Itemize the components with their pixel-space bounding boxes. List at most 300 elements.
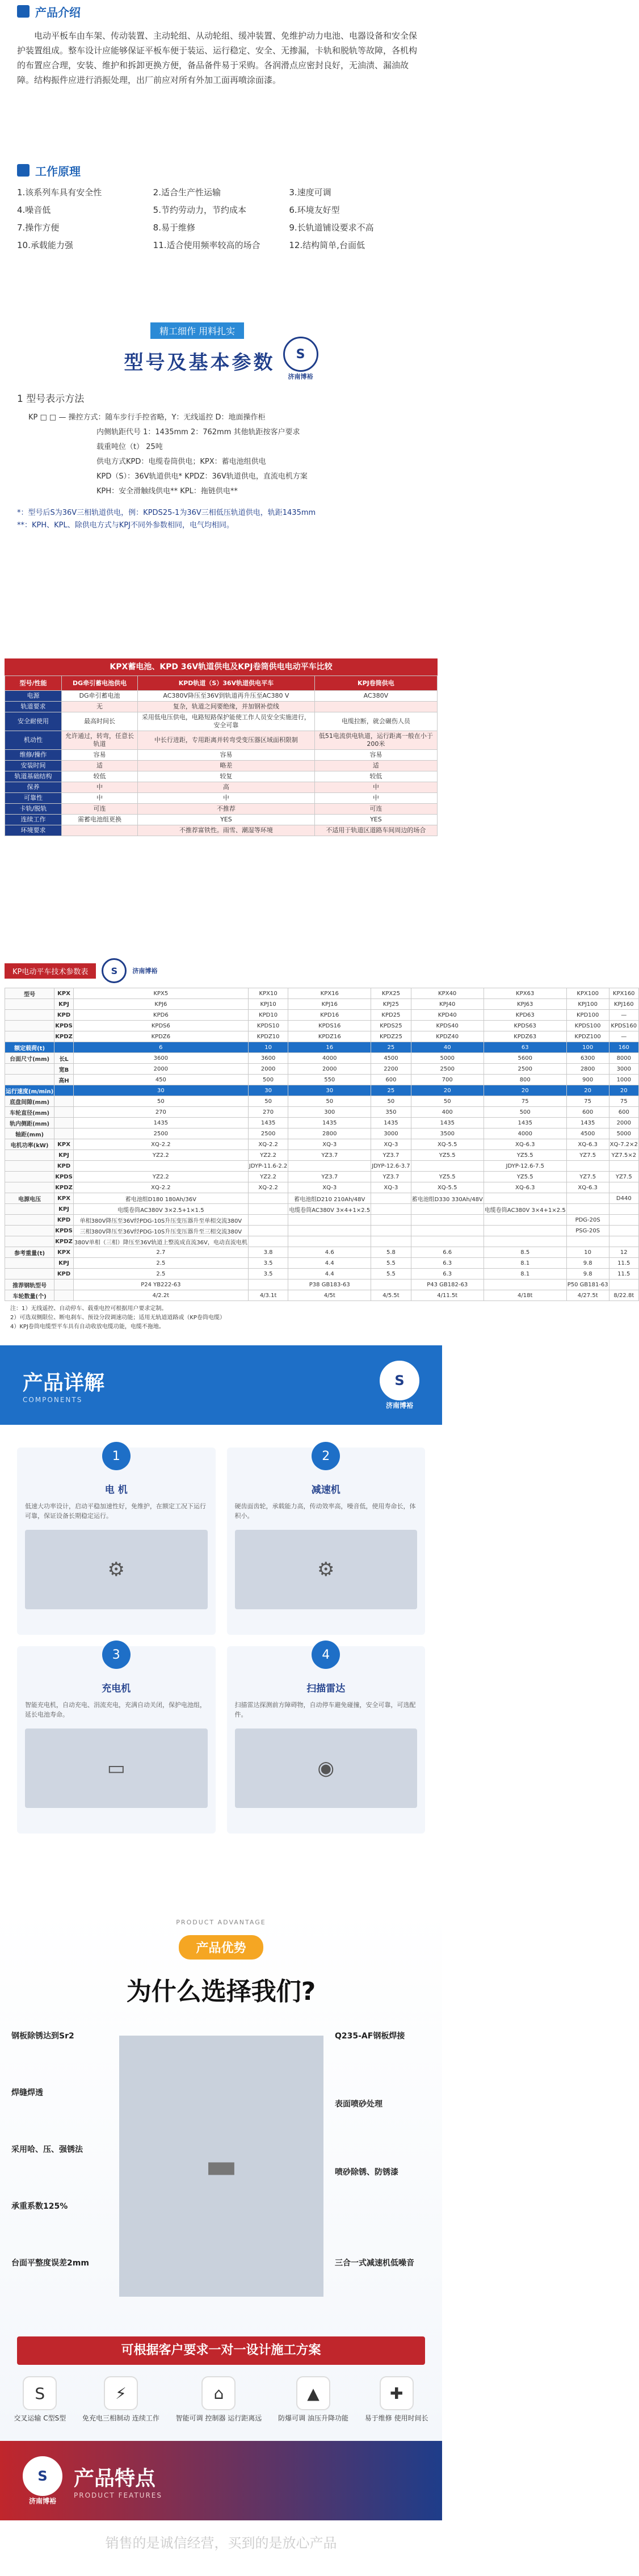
kp-cell: 型号 [5, 988, 54, 999]
kp-cell: 4.4 [288, 1269, 371, 1279]
kp-cell: KPJ [54, 1258, 74, 1269]
kp-cell: 6300 [566, 1053, 609, 1064]
advantage-pill: 产品优势 [179, 1935, 263, 1960]
kp-cell: KPDS63 [484, 1021, 566, 1031]
kp-cell: KPDS10 [248, 1021, 288, 1031]
kp-cell: KPD63 [484, 1010, 566, 1021]
kp-cell: 8.1 [484, 1269, 566, 1279]
kp-cell: YZ5.5 [411, 1172, 484, 1182]
kp-cell: 100 [566, 1042, 609, 1053]
compare-cell: 机动性 [5, 731, 62, 750]
principle-list [17, 186, 425, 251]
compare-cell: 适 [314, 761, 437, 771]
compare-cell: 适 [62, 761, 138, 771]
kp-cell: KPDZ25 [371, 1031, 411, 1042]
type-line: KP □ □ — 操控方式：随车步行手控省略，Y：无线遥控 D：地面操作柜 [28, 413, 266, 422]
kp-cell: 8/22.8t [609, 1290, 638, 1301]
kp-cell: KPDZ10 [248, 1031, 288, 1042]
compare-cell: DG牵引蓄电池 [62, 691, 138, 702]
kp-cell: 参考重量(t) [5, 1247, 54, 1258]
kp-cell: XQ-6.3 [484, 1182, 566, 1193]
kp-cell: 6.3 [411, 1258, 484, 1269]
kp-cell [484, 1279, 566, 1290]
kp-cell [5, 1021, 54, 1031]
adv-icon-item [82, 2376, 159, 2423]
principle-item: 10.承载能力强 [17, 240, 73, 250]
reducer-image-icon: ⚙ [235, 1530, 418, 1609]
kp-cell: KPDZ16 [288, 1031, 371, 1042]
kp-cell: 75 [566, 1096, 609, 1107]
wrench-icon: ✚ [380, 2376, 414, 2410]
kp-cell: KPDS100 [566, 1021, 609, 1031]
type-subhead: 1 型号表示方法 [17, 393, 85, 405]
bar-icon [17, 164, 30, 177]
kp-cell: KPJ100 [566, 999, 609, 1010]
kp-cell: 4/3.1t [248, 1290, 288, 1301]
kp-cell [248, 1236, 288, 1247]
kp-cell: 40 [411, 1042, 484, 1053]
kp-cell: XQ-3 [371, 1182, 411, 1193]
kp-cell [5, 1204, 54, 1215]
advantage-header [0, 1907, 442, 2007]
table-row [5, 1279, 639, 1290]
table-row [5, 1064, 639, 1075]
table-row [5, 1021, 639, 1031]
card-title: 充电机 [102, 1683, 131, 1694]
type-note: **：KPH、KPL、除供电方式与KPJ不同外参数相同，电气均相同。 [17, 521, 234, 530]
number-badge: 2 [312, 1442, 340, 1470]
table-row [5, 702, 438, 712]
kp-cell: YZ3.7 [371, 1150, 411, 1161]
motor-image-icon: ⚙ [25, 1530, 208, 1609]
table-row [5, 712, 438, 731]
principle-item: 12.结构简单,台面低 [289, 240, 365, 250]
kp-table [5, 988, 639, 1301]
kp-cell: XQ-6.3 [566, 1139, 609, 1150]
kp-cell: KPDS16 [288, 1021, 371, 1031]
kp-cell: 11.5 [609, 1269, 638, 1279]
logo-caption: 济南博裕 [288, 373, 313, 380]
kp-cell: 2000 [248, 1064, 288, 1075]
kp-cell: 高H [54, 1075, 74, 1085]
features-title: 产品特点 [74, 2466, 156, 2490]
adv-label: Q235-AF钢板焊接 [335, 2032, 405, 2041]
kp-cell: 1435 [411, 1118, 484, 1128]
kp-cell: KPDS25 [371, 1021, 411, 1031]
table-row [5, 1204, 639, 1215]
kp-cell: KPDZ6 [73, 1031, 248, 1042]
kp-cell: 蓄电池组D180 180Ah/36V [73, 1193, 248, 1204]
table-row [5, 1182, 639, 1193]
compare-cell: 容易 [314, 750, 437, 761]
kp-cell [5, 1215, 54, 1226]
detail-header [0, 1345, 442, 1425]
kp-cell: 单相380V降压至36V经PDG-10S升压变压器升至单相交流380V [73, 1215, 248, 1226]
compare-cell: YES [138, 815, 315, 825]
kp-cell: 4000 [288, 1053, 371, 1064]
table-row [5, 731, 438, 750]
kp-cell: KPDZ [54, 1182, 74, 1193]
kp-cell [248, 1226, 288, 1236]
compare-cell: 低51电流供电轨道，运行距离一般在小于200米 [314, 731, 437, 750]
compare-cell: 维修/操作 [5, 750, 62, 761]
charger-image-icon: ▭ [25, 1728, 208, 1808]
kp-cell: 900 [566, 1075, 609, 1085]
advantage-icons [0, 2365, 442, 2434]
kp-cell: KPDZ [54, 1236, 74, 1247]
kp-cell: YZ2.2 [73, 1150, 248, 1161]
kp-cell [54, 1042, 74, 1053]
kp-cell: P43 GB182-63 [411, 1279, 484, 1290]
kp-cell [54, 1107, 74, 1118]
kp-cell: 4/2.2t [73, 1290, 248, 1301]
kp-cell: 270 [248, 1107, 288, 1118]
kp-cell [5, 1226, 54, 1236]
kp-cell: KPD [54, 1010, 74, 1021]
kp-cell: 宽B [54, 1064, 74, 1075]
kp-cell: 16 [288, 1042, 371, 1053]
kp-cell: KPDS160 [609, 1021, 638, 1031]
adv-icon-text: 防爆可调 油压升降功能 [278, 2414, 348, 2422]
kp-cell: 160 [609, 1042, 638, 1053]
compare-cell: 保养 [5, 782, 62, 793]
kp-cell: 4500 [371, 1053, 411, 1064]
kp-cell [5, 1258, 54, 1269]
kp-cell: KPX16 [288, 988, 371, 999]
kp-cell: KPD16 [288, 1010, 371, 1021]
detail-section [0, 1345, 442, 1907]
kp-cell: KPDZ [54, 1031, 74, 1042]
kp-cell: 550 [288, 1075, 371, 1085]
kp-cell: JDYP-12.6-3.7 [371, 1161, 411, 1172]
compare-cell: 高 [138, 782, 315, 793]
kp-cell [73, 1161, 248, 1172]
kp-cell: 2800 [566, 1064, 609, 1075]
detail-card-charger [17, 1646, 216, 1834]
kp-cell [484, 1226, 566, 1236]
type-line: 供电方式KPD：电缆卷筒供电；KPX：蓄电池组供电 [96, 458, 266, 466]
kp-cell [484, 1215, 566, 1226]
kp-cell: 4/27.5t [566, 1290, 609, 1301]
kp-cell: 6.3 [411, 1269, 484, 1279]
kp-cell: 450 [73, 1075, 248, 1085]
compare-cell: 可靠性 [5, 793, 62, 804]
table-row [5, 988, 639, 999]
kp-cell [288, 1215, 371, 1226]
advantage-en: PRODUCT ADVANTAGE [176, 1919, 266, 1926]
kp-cell: 2.5 [73, 1269, 248, 1279]
adv-label: 焊缝焊透 [11, 2088, 43, 2097]
compare-cell: 较低 [314, 771, 437, 782]
kp-cell: 20 [566, 1085, 609, 1096]
kp-note: 注：1）无线遥控、自动停车、载重电控可根据用户要求定制。 [10, 1306, 167, 1312]
kp-cell: 600 [371, 1075, 411, 1085]
kp-cell: 三相380V降压至36V经PDG-10S升压变压器升至三相交流380V [73, 1226, 248, 1236]
brand-logo [283, 337, 318, 381]
kp-cell [566, 1236, 609, 1247]
kp-cell: KPJ6 [73, 999, 248, 1010]
kp-cell: XQ-2.2 [248, 1139, 288, 1150]
kp-cell: YZ5.5 [411, 1150, 484, 1161]
compare-cell [314, 702, 437, 712]
kp-cell: 8.1 [484, 1258, 566, 1269]
table-row [5, 1215, 639, 1226]
compare-cell: 不适用于轨道区道路车间周边的场合 [314, 825, 437, 836]
table-row [5, 1139, 639, 1150]
principle-item: 5.节约劳动力，节约成本 [153, 205, 246, 215]
kp-cell: KPDS [54, 1226, 74, 1236]
kp-cell: 2.7 [73, 1247, 248, 1258]
kp-cell: 30 [73, 1085, 248, 1096]
kp-cell: 4/5t [288, 1290, 371, 1301]
compare-cell: 复杂，轨道之间要绝缘，并加钢补偿线 [138, 702, 315, 712]
kp-cell: KPX10 [248, 988, 288, 999]
kp-note: 4）KPJ卷筒电缆型平车具有自动收放电缆功能，电缆不拖地。 [10, 1324, 165, 1330]
kp-cell: KPX100 [566, 988, 609, 999]
compare-table [5, 676, 438, 836]
kp-cell: KPX160 [609, 988, 638, 999]
kp-cell: — [609, 1031, 638, 1042]
kp-cell: 75 [609, 1096, 638, 1107]
kp-cell: 350 [371, 1107, 411, 1118]
kp-cell [248, 1193, 288, 1204]
kp-cell [5, 1075, 54, 1085]
principle-item: 7.操作方便 [17, 223, 60, 233]
table-row [5, 1128, 639, 1139]
kp-cell: 12 [609, 1247, 638, 1258]
kp-header [5, 954, 438, 988]
kp-cell: 270 [73, 1107, 248, 1118]
detail-card-radar [227, 1646, 426, 1834]
kp-cell: KPX5 [73, 988, 248, 999]
type-note: *：型号后S为36V三相轨道供电，例：KPDS25-1为36V三相低压轨道供电，轨距1435mm [17, 509, 316, 517]
kp-cell: 4.6 [288, 1247, 371, 1258]
adv-icon-text: 交叉运输 C型S型 [14, 2414, 66, 2422]
kp-cell: KPJ40 [411, 999, 484, 1010]
kp-cell [54, 1290, 74, 1301]
kp-cell: 500 [484, 1107, 566, 1118]
table-row [5, 1096, 639, 1107]
kp-cell [411, 1161, 484, 1172]
kp-cell: KPJ160 [609, 999, 638, 1010]
kp-cell: — [609, 1010, 638, 1021]
kp-cell: 6 [73, 1042, 248, 1053]
kp-cell [5, 1161, 54, 1172]
kp-cell: 4/11.5t [411, 1290, 484, 1301]
kp-cell: 500 [248, 1075, 288, 1085]
compare-cell: 连续工作 [5, 815, 62, 825]
kp-cell [566, 1193, 609, 1204]
kp-cell: 5000 [609, 1128, 638, 1139]
kp-cell: XQ-3 [288, 1182, 371, 1193]
kp-cell: 车轮直径(mm) [5, 1107, 54, 1118]
kp-cell: 300 [288, 1107, 371, 1118]
kp-cell: KPX [54, 1193, 74, 1204]
advantage-section [0, 1907, 442, 2441]
type-badge: 精工细作 用料扎实 [150, 322, 244, 339]
compare-cell: 轨道基础结构 [5, 771, 62, 782]
kp-cell [371, 1236, 411, 1247]
kp-cell: 底盘间隙(mm) [5, 1096, 54, 1107]
kp-cell [5, 1236, 54, 1247]
compare-cell [62, 825, 138, 836]
kp-cell: 4000 [484, 1128, 566, 1139]
kp-cell: 25 [371, 1085, 411, 1096]
logo-caption: 济南博裕 [132, 967, 158, 975]
kp-cell: KPJ25 [371, 999, 411, 1010]
kp-cell: 6.6 [411, 1247, 484, 1258]
kp-cell: 1435 [566, 1118, 609, 1128]
intro-text: 电动平板车由车架、传动装置、主动轮组、从动轮组、缓冲装置、免维护动力电池、电器设备和安全保护装置组成。整车设计应能够保证平板车便于装运、运行稳定、安全、无掺漏，卡轨和脱轨等故障，各机构的布置应合理，安装、维护和拆卸更换方便，备品备件易于采购。各润滑点应密封良好，无油渍、漏油故障。结构振件应进行消振处理，出厂前应对所有外加工面再喷涂面漆。 [17, 31, 418, 85]
type-line: KPD（S）：36V轨道供电* KPDZ：36V轨道供电，直流电机方案 [96, 472, 308, 481]
table-row [5, 1269, 639, 1279]
kp-cell: KPD100 [566, 1010, 609, 1021]
kp-cell [5, 1269, 54, 1279]
kp-cell: 25 [371, 1042, 411, 1053]
kp-cell: KPX25 [371, 988, 411, 999]
kp-cell: 11.5 [609, 1258, 638, 1269]
table-row [5, 771, 438, 782]
adv-icon-item [14, 2376, 66, 2423]
principle-title: 工作原理 [35, 164, 81, 178]
kp-cell: 1435 [371, 1118, 411, 1128]
kp-cell: 2500 [411, 1064, 484, 1075]
kp-cell [609, 1182, 638, 1193]
kp-cell: KPD [54, 1161, 74, 1172]
logo-icon: S [283, 337, 318, 372]
kp-cell [54, 1118, 74, 1128]
kp-cell: 800 [484, 1075, 566, 1085]
kp-cell: 10 [248, 1042, 288, 1053]
kp-cell: XQ-5.5 [411, 1182, 484, 1193]
kp-cell: KPJ [54, 1150, 74, 1161]
compare-cell: 中 [314, 793, 437, 804]
kp-cell: KPJ63 [484, 999, 566, 1010]
compare-cell: 安装时间 [5, 761, 62, 771]
adv-icon-item [176, 2376, 262, 2423]
card-title: 电 机 [104, 1484, 128, 1496]
kp-cell: XQ-2.2 [73, 1182, 248, 1193]
compare-cell: 略差 [138, 761, 315, 771]
kp-cell [5, 999, 54, 1010]
table-row [5, 691, 438, 702]
kp-cell: 台面尺寸(mm) [5, 1053, 54, 1064]
card-desc: 智能充电机，自动充电、涓流充电，充满自动关闭，保护电池组，延长电池寿命。 [25, 1701, 206, 1718]
type-code-block [17, 410, 425, 499]
kp-cell: KPX [54, 1247, 74, 1258]
kp-cell: XQ-6.3 [484, 1139, 566, 1150]
kp-cell: KPD10 [248, 1010, 288, 1021]
type-line: KPH：安全滑触线供电** KPL：拖链供电** [96, 487, 238, 496]
kp-note: 2）可选双侧限位、断电刹车、预设分段调速功能；适用无轨道道路或（KP卷筒电缆） [10, 1315, 225, 1321]
radar-image-icon: ◉ [235, 1728, 418, 1808]
intro-section [0, 0, 442, 153]
compare-cell: 不推荐富铁性。雨雪、潮湿等环境 [138, 825, 315, 836]
compare-cell: 容易 [138, 750, 315, 761]
kp-cell: KPX63 [484, 988, 566, 999]
table-row [5, 1010, 639, 1021]
compare-cell: 容易 [62, 750, 138, 761]
compare-cell: 卡轨/脱轨 [5, 804, 62, 815]
principle-item: 11.适合使用频率较高的场合 [153, 240, 260, 250]
advantage-body [0, 2019, 442, 2336]
compare-title: KPX蓄电池、KPD 36V轨道供电及KPJ卷筒供电电动平车比较 [5, 658, 438, 676]
kp-cell: YZ5.5 [484, 1150, 566, 1161]
kp-cell [609, 1204, 638, 1215]
kp-cell: 50 [288, 1096, 371, 1107]
number-badge: 3 [102, 1641, 131, 1669]
intro-header [17, 0, 425, 23]
kp-cell [5, 1172, 54, 1182]
kp-cell: YZ3.7 [288, 1150, 371, 1161]
kp-cell: 2000 [73, 1064, 248, 1075]
kp-cell [411, 1226, 484, 1236]
kp-section [0, 954, 638, 1345]
kp-cell: XQ-3 [371, 1139, 411, 1150]
kp-cell: 3600 [73, 1053, 248, 1064]
kp-cell [411, 1236, 484, 1247]
card-title: 减速机 [311, 1484, 340, 1496]
compare-cell: 中 [62, 793, 138, 804]
compare-header-cell: KPJ卷筒供电 [314, 676, 437, 691]
compare-cell: 无 [62, 702, 138, 712]
table-row [5, 1107, 639, 1118]
principle-item: 2.适合生产性运输 [153, 187, 221, 198]
kp-cell: YZ5.5 [484, 1172, 566, 1182]
kp-cell: XQ-2.2 [248, 1182, 288, 1193]
table-row [5, 782, 438, 793]
detail-card-motor [17, 1448, 216, 1635]
detail-card-reducer [227, 1448, 426, 1635]
intro-title: 产品介绍 [35, 5, 81, 19]
kp-cell: KPJ [54, 999, 74, 1010]
principle-item: 8.易于维修 [153, 223, 195, 233]
compare-cell: YES [314, 815, 437, 825]
kp-cell [54, 1128, 74, 1139]
compare-cell: 允许通过，转弯，任意长轨道 [62, 731, 138, 750]
kp-cell: P24 YB222-63 [73, 1279, 248, 1290]
kp-cell: JDYP-11.6-2.2 [248, 1161, 288, 1172]
compare-header-cell: 型号/性能 [5, 676, 62, 691]
kp-cell [371, 1204, 411, 1215]
kp-cell: 电机功率(kW) [5, 1139, 54, 1150]
kp-cell: YZ7.5 [609, 1172, 638, 1182]
bar-icon [17, 5, 30, 18]
table-row [5, 1193, 639, 1204]
number-badge: 4 [312, 1641, 340, 1669]
table-row [5, 1042, 639, 1053]
type-section [0, 318, 442, 658]
type-line: 载重吨位（t） 25吨 [96, 443, 163, 451]
type-notes [17, 507, 425, 532]
features-section [0, 2441, 442, 2576]
table-row [5, 1085, 639, 1096]
kp-cell: 9.8 [566, 1269, 609, 1279]
kp-cell: P50 GB181-63 [566, 1279, 609, 1290]
kp-cell: YZ7.5 [566, 1172, 609, 1182]
logo-caption: 济南博裕 [28, 2497, 56, 2505]
kp-cell: YZ2.2 [73, 1172, 248, 1182]
kp-cell: 长L [54, 1053, 74, 1064]
table-row [5, 804, 438, 815]
kp-cell: XQ-5.5 [411, 1139, 484, 1150]
kp-cell: 5.5 [371, 1258, 411, 1269]
kp-cell: KPDS [54, 1172, 74, 1182]
kp-cell: 3000 [371, 1128, 411, 1139]
kp-cell: 50 [248, 1096, 288, 1107]
kp-cell: 1435 [248, 1118, 288, 1128]
kp-cell: 380V单相（三相）降压至36V轨道上整流成直流36V，电动直流电机 [73, 1236, 248, 1247]
